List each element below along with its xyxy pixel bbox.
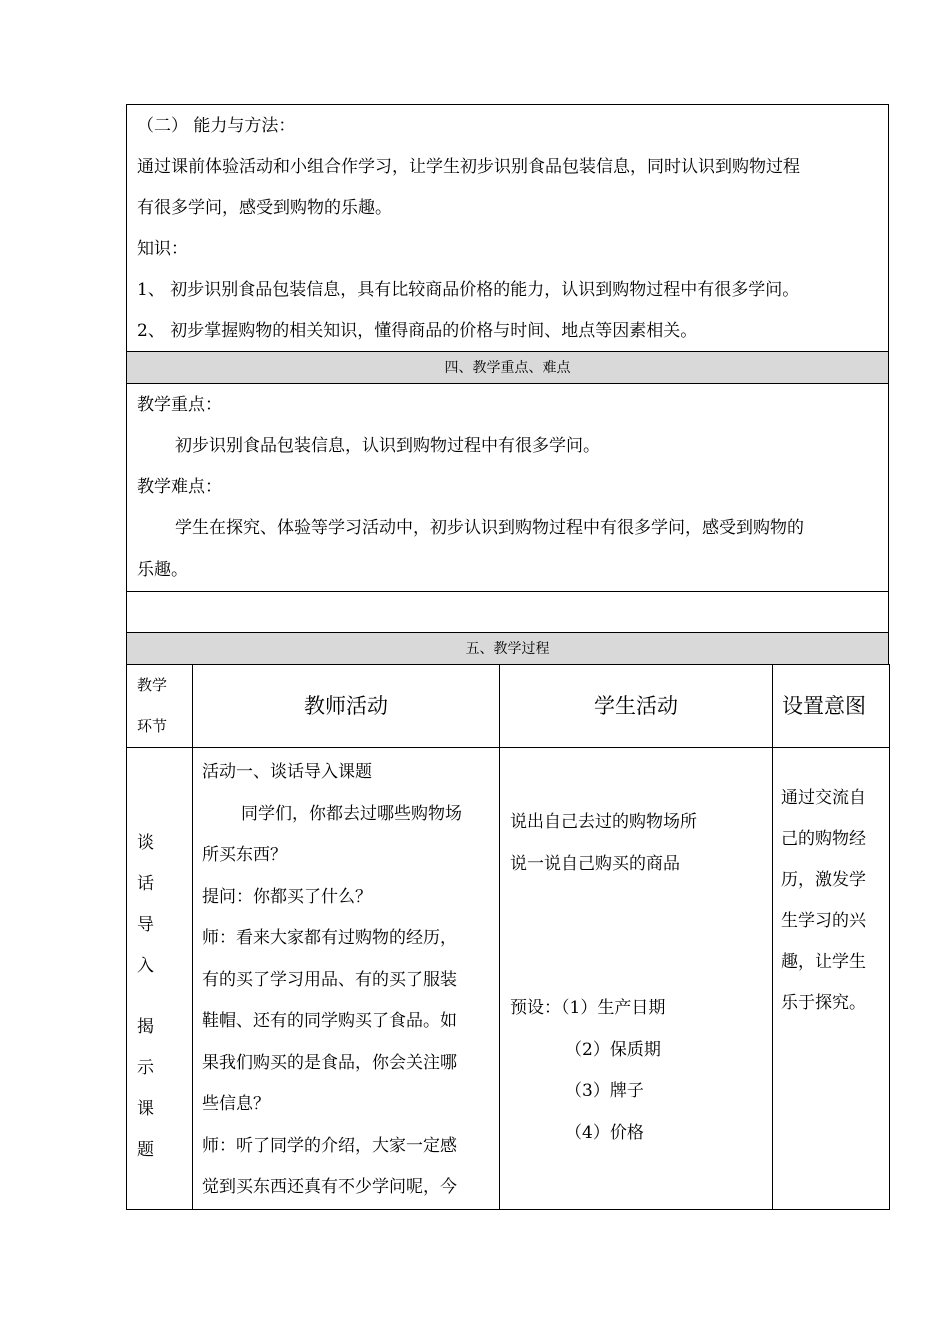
header-intent-label: 设置意图 xyxy=(782,694,866,718)
header-student-label: 学生活动 xyxy=(594,694,678,718)
teacher-line-10: 师：听了同学的介绍，大家一定感 xyxy=(202,1135,457,1156)
preset-line-2: （2）保质期 xyxy=(565,1039,661,1060)
header-stage-line1: 教学 xyxy=(137,676,168,694)
student-line-2: 说一说自己购买的商品 xyxy=(510,853,680,874)
teacher-line-2: 同学们，你都去过哪些购物场 xyxy=(241,803,462,824)
teacher-line-3: 所买东西？ xyxy=(202,845,287,865)
header-teacher-label: 教师活动 xyxy=(304,694,388,718)
teacher-line-4: 提问：你都买了什么？ xyxy=(202,886,372,907)
teacher-activity-cell xyxy=(193,748,500,1210)
ability-paragraph-line1: 通过课前体验活动和小组合作学习，让学生初步识别食品包装信息，同时认识到购物过程 xyxy=(137,157,800,177)
intent-line-3: 历，激发学 xyxy=(781,870,866,890)
header-stage xyxy=(127,665,193,748)
keypoints-title: 四、教学重点、难点 xyxy=(126,351,889,383)
student-line-1: 说出自己去过的购物场所 xyxy=(510,812,697,832)
teacher-line-11: 觉到买东西还真有不少学问呢，今 xyxy=(202,1177,457,1197)
stage-line-1: 谈话 xyxy=(137,833,168,894)
knowledge-label: 知识： xyxy=(137,239,188,259)
header-stage-line2: 环节 xyxy=(137,717,168,735)
stage-line-4: 课题 xyxy=(137,1099,168,1160)
knowledge-item-2: 2、 初步掌握购物的相关知识，懂得商品的价格与时间、地点等因素相关。 xyxy=(137,321,698,341)
teacher-line-6: 有的买了学习用品、有的买了服装 xyxy=(202,969,457,990)
process-title: 五、教学过程 xyxy=(126,632,889,664)
intent-line-4: 生学习的兴 xyxy=(781,911,866,931)
preset-line-4: （4）价格 xyxy=(565,1122,644,1143)
teacher-line-8: 果我们购买的是食品，你会关注哪 xyxy=(202,1052,457,1073)
student-activity-cell xyxy=(500,748,773,1210)
knowledge-item-1: 1、 初步识别食品包装信息，具有比较商品价格的能力，认识到购物过程中有很多学问。 xyxy=(137,280,800,300)
intent-line-5: 趣，让学生 xyxy=(781,952,866,972)
ability-section xyxy=(126,104,889,351)
empty-row xyxy=(126,591,889,632)
header-intent xyxy=(773,665,890,748)
ability-heading: （二） 能力与方法： xyxy=(137,116,296,136)
process-row-1 xyxy=(127,748,890,1210)
teacher-line-5: 师：看来大家都有过购物的经历， xyxy=(202,928,457,948)
teacher-line-9: 些信息？ xyxy=(202,1094,270,1114)
intent-cell xyxy=(773,748,890,1210)
teacher-line-7: 鞋帽、还有的同学购买了食品。如 xyxy=(202,1011,457,1031)
intent-line-2: 己的购物经 xyxy=(781,829,866,849)
header-student xyxy=(500,665,773,748)
ability-paragraph-line2: 有很多学问，感受到购物的乐趣。 xyxy=(137,198,392,218)
keypoints-section xyxy=(126,383,889,591)
intent-line-1: 通过交流自 xyxy=(781,788,866,808)
preset-line-1: 预设：（1）生产日期 xyxy=(510,998,666,1018)
stage-line-3: 揭示 xyxy=(137,1017,168,1078)
difficulty-label: 教学难点： xyxy=(137,477,222,497)
focus-label: 教学重点： xyxy=(137,395,222,415)
preset-line-3: （3）牌子 xyxy=(565,1081,644,1101)
document-frame xyxy=(126,104,889,1210)
stage-line-2: 导入 xyxy=(137,915,168,976)
teacher-line-1: 活动一、谈话导入课题 xyxy=(202,762,372,782)
difficulty-line1: 学生在探究、体验等学习活动中，初步认识到购物过程中有很多学问，感受到购物的 xyxy=(175,518,804,538)
process-header-row xyxy=(127,665,890,748)
difficulty-line2: 乐趣。 xyxy=(137,560,188,580)
process-table xyxy=(126,664,890,1210)
header-teacher xyxy=(193,665,500,748)
intent-line-6: 乐于探究。 xyxy=(781,993,866,1013)
stage-cell xyxy=(127,748,193,1210)
focus-text: 初步识别食品包装信息，认识到购物过程中有很多学问。 xyxy=(175,436,600,456)
